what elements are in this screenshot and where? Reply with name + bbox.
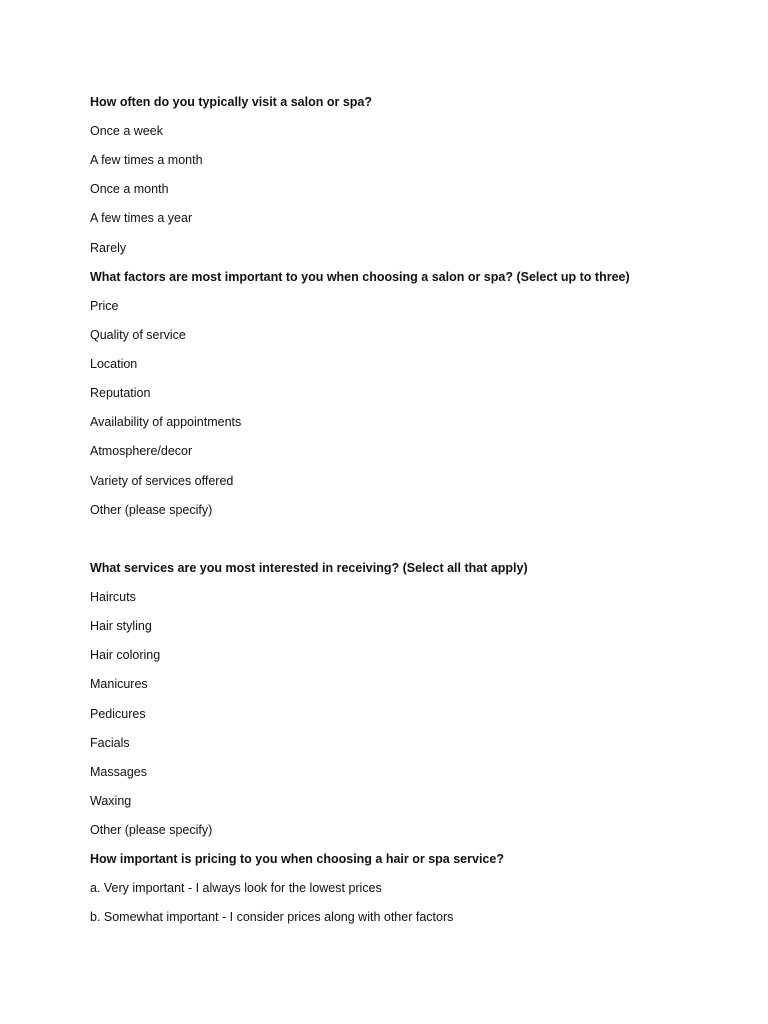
option-quality-of-service: Quality of service [90,328,186,342]
option-hair-styling: Hair styling [90,619,152,633]
option-rarely: Rarely [90,241,127,255]
option-variety-of-services: Variety of services offered [90,474,234,488]
option-price: Price [90,299,119,313]
option-pedicures: Pedicures [90,707,146,721]
option-few-times-month: A few times a month [90,153,203,167]
question-important-factors: What factors are most important to you when choosing a salon or spa? (Select up to three) [90,270,630,284]
option-once-a-month: Once a month [90,182,169,196]
option-very-important: a. Very important - I always look for the lowest prices [90,881,382,895]
option-other-services: Other (please specify) [90,823,213,837]
question-visit-frequency: How often do you typically visit a salon or spa? [90,95,372,109]
option-hair-coloring: Hair coloring [90,648,161,662]
question-services-interest: What services are you most interested in receiving? (Select all that apply) [90,561,528,575]
option-facials: Facials [90,736,130,750]
option-atmosphere: Atmosphere/decor [90,444,193,458]
option-availability: Availability of appointments [90,415,242,429]
option-haircuts: Haircuts [90,590,136,604]
option-other-factors: Other (please specify) [90,503,213,517]
option-few-times-year: A few times a year [90,211,193,225]
option-manicures: Manicures [90,677,148,691]
option-once-a-week: Once a week [90,124,163,138]
question-pricing-importance: How important is pricing to you when choosing a hair or spa service? [90,852,504,866]
option-reputation: Reputation [90,386,151,400]
option-massages: Massages [90,765,147,779]
option-location: Location [90,357,138,371]
option-waxing: Waxing [90,794,132,808]
option-somewhat-important: b. Somewhat important - I consider prices along with other factors [90,910,454,924]
